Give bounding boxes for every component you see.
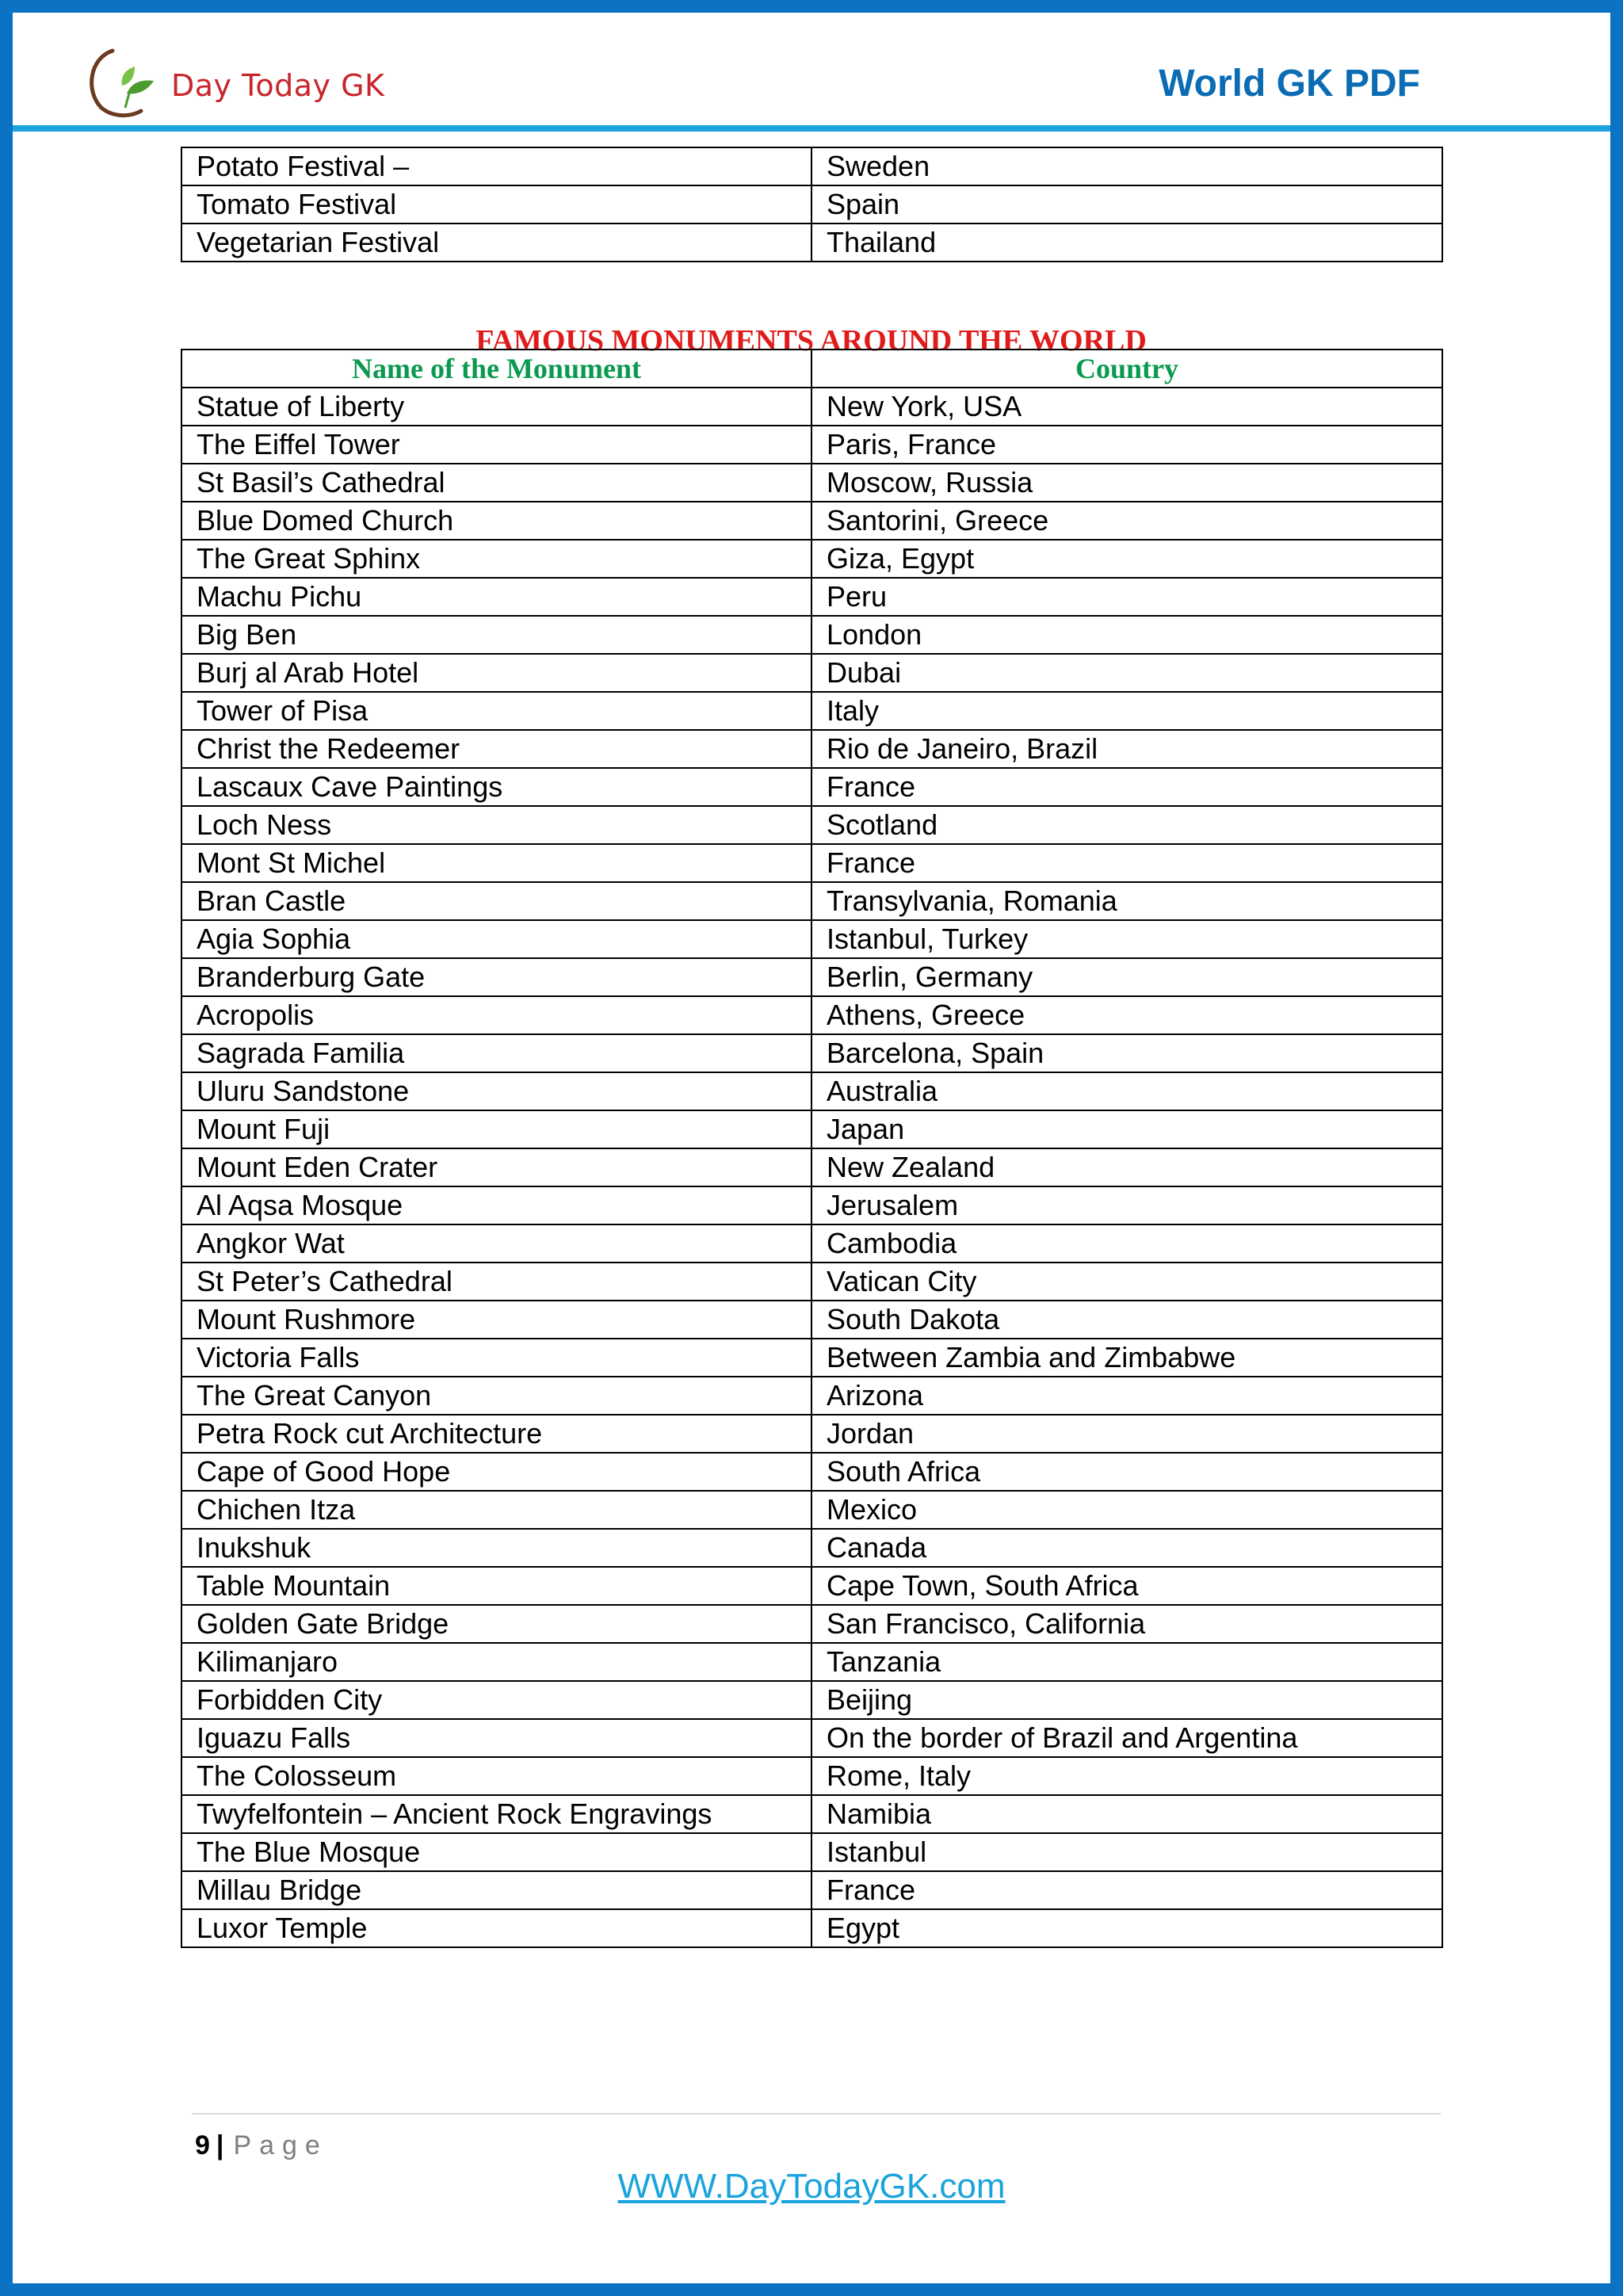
cell-name: Chichen Itza [181, 1491, 812, 1529]
cell-country: South Dakota [812, 1301, 1442, 1339]
cell-name: Statue of Liberty [181, 388, 812, 426]
cell-name: Angkor Wat [181, 1224, 812, 1263]
cell-name: Potato Festival – [181, 147, 812, 185]
document-title: World GK PDF [1159, 63, 1420, 105]
cell-name: Mont St Michel [181, 844, 812, 882]
table-row [181, 616, 1442, 654]
table-row [181, 1643, 1442, 1681]
cell-name: Sagrada Familia [181, 1034, 812, 1072]
cell-country: New Zealand [812, 1148, 1442, 1186]
cell-name: Bran Castle [181, 882, 812, 920]
cell-name: Mount Eden Crater [181, 1148, 812, 1186]
table-row [181, 882, 1442, 920]
table-row [181, 1719, 1442, 1757]
table-row [181, 1681, 1442, 1719]
table-row [181, 147, 1442, 185]
cell-name: Cape of Good Hope [181, 1453, 812, 1491]
table-row [181, 1110, 1442, 1148]
cell-name: The Blue Mosque [181, 1833, 812, 1871]
cell-name: Tomato Festival [181, 185, 812, 223]
cell-country: Thailand [812, 223, 1442, 262]
cell-name: Mount Fuji [181, 1110, 812, 1148]
table-row [181, 1491, 1442, 1529]
cell-name: Agia Sophia [181, 920, 812, 958]
header-divider [13, 125, 1610, 132]
cell-country: Rome, Italy [812, 1757, 1442, 1795]
cell-name: Petra Rock cut Architecture [181, 1415, 812, 1453]
cell-country: Santorini, Greece [812, 502, 1442, 540]
cell-name: Kilimanjaro [181, 1643, 812, 1681]
cell-name: Millau Bridge [181, 1871, 812, 1909]
table-row [181, 1263, 1442, 1301]
table-row [181, 844, 1442, 882]
cell-country: France [812, 1871, 1442, 1909]
table-row [181, 958, 1442, 996]
table-row [181, 996, 1442, 1034]
cell-name: Mount Rushmore [181, 1301, 812, 1339]
cell-country: Egypt [812, 1909, 1442, 1947]
cell-country: Spain [812, 185, 1442, 223]
cell-country: San Francisco, California [812, 1605, 1442, 1643]
table-row [181, 502, 1442, 540]
table-row [181, 540, 1442, 578]
table-row [181, 920, 1442, 958]
cell-country: Moscow, Russia [812, 464, 1442, 502]
cell-name: The Eiffel Tower [181, 426, 812, 464]
table-row [181, 1605, 1442, 1643]
festival-table [181, 147, 1443, 262]
page-number [195, 2130, 328, 2161]
cell-country: Tanzania [812, 1643, 1442, 1681]
cell-name: The Great Canyon [181, 1377, 812, 1415]
logo-mark-icon [81, 44, 176, 124]
table-header-row [181, 350, 1442, 388]
cell-country: Beijing [812, 1681, 1442, 1719]
cell-country: Namibia [812, 1795, 1442, 1833]
cell-country: Arizona [812, 1377, 1442, 1415]
table-row [181, 388, 1442, 426]
cell-country: On the border of Brazil and Argentina [812, 1719, 1442, 1757]
page-number-separator: | [216, 2130, 224, 2160]
cell-name: Twyfelfontein – Ancient Rock Engravings [181, 1795, 812, 1833]
table-row [181, 1377, 1442, 1415]
table-row [181, 1871, 1442, 1909]
cell-name: Iguazu Falls [181, 1719, 812, 1757]
cell-name: Christ the Redeemer [181, 730, 812, 768]
cell-country: Japan [812, 1110, 1442, 1148]
page-header [13, 13, 1610, 133]
table-row [181, 1224, 1442, 1263]
column-header-monument: Name of the Monument [181, 350, 812, 388]
table-row [181, 1909, 1442, 1947]
festival-table-body [181, 147, 1442, 262]
cell-country: Canada [812, 1529, 1442, 1567]
cell-name: Vegetarian Festival [181, 223, 812, 262]
table-row [181, 426, 1442, 464]
cell-name: The Great Sphinx [181, 540, 812, 578]
column-header-country: Country [812, 350, 1442, 388]
cell-country: Dubai [812, 654, 1442, 692]
table-row [181, 768, 1442, 806]
table-row [181, 1186, 1442, 1224]
cell-country: Berlin, Germany [812, 958, 1442, 996]
table-row [181, 1339, 1442, 1377]
cell-country: Italy [812, 692, 1442, 730]
footer-divider [192, 2113, 1441, 2115]
cell-name: Loch Ness [181, 806, 812, 844]
cell-country: Between Zambia and Zimbabwe [812, 1339, 1442, 1377]
table-row [181, 1757, 1442, 1795]
table-row [181, 654, 1442, 692]
cell-country: Transylvania, Romania [812, 882, 1442, 920]
cell-name: Tower of Pisa [181, 692, 812, 730]
cell-country: Cambodia [812, 1224, 1442, 1263]
table-row [181, 692, 1442, 730]
table-row [181, 1833, 1442, 1871]
table-row [181, 464, 1442, 502]
table-row [181, 1415, 1442, 1453]
monument-table-body [181, 388, 1442, 1947]
cell-name: Big Ben [181, 616, 812, 654]
cell-country: France [812, 844, 1442, 882]
table-row [181, 1567, 1442, 1605]
table-row [181, 185, 1442, 223]
logo-text: Day Today GK [171, 68, 385, 103]
page-label: Page [233, 2130, 328, 2160]
cell-country: Jordan [812, 1415, 1442, 1453]
cell-country: New York, USA [812, 388, 1442, 426]
cell-name: Acropolis [181, 996, 812, 1034]
table-row [181, 1148, 1442, 1186]
cell-country: Vatican City [812, 1263, 1442, 1301]
table-row [181, 578, 1442, 616]
cell-name: Inukshuk [181, 1529, 812, 1567]
cell-name: Victoria Falls [181, 1339, 812, 1377]
cell-country: Sweden [812, 147, 1442, 185]
cell-country: Athens, Greece [812, 996, 1442, 1034]
cell-country: Giza, Egypt [812, 540, 1442, 578]
cell-country: South Africa [812, 1453, 1442, 1491]
cell-name: Uluru Sandstone [181, 1072, 812, 1110]
cell-country: Istanbul, Turkey [812, 920, 1442, 958]
table-row [181, 1072, 1442, 1110]
cell-country: Paris, France [812, 426, 1442, 464]
cell-name: St Basil’s Cathedral [181, 464, 812, 502]
cell-name: Branderburg Gate [181, 958, 812, 996]
cell-country: Istanbul [812, 1833, 1442, 1871]
table-row [181, 730, 1442, 768]
table-row [181, 1034, 1442, 1072]
page-number-value: 9 [195, 2130, 210, 2160]
table-row [181, 1795, 1442, 1833]
cell-name: The Colosseum [181, 1757, 812, 1795]
cell-name: Forbidden City [181, 1681, 812, 1719]
table-row [181, 1301, 1442, 1339]
cell-country: France [812, 768, 1442, 806]
cell-country: Australia [812, 1072, 1442, 1110]
cell-name: Al Aqsa Mosque [181, 1186, 812, 1224]
cell-name: Burj al Arab Hotel [181, 654, 812, 692]
cell-country: Mexico [812, 1491, 1442, 1529]
cell-country: Peru [812, 578, 1442, 616]
table-row [181, 806, 1442, 844]
cell-country: London [812, 616, 1442, 654]
monument-table [181, 349, 1443, 1948]
cell-name: Blue Domed Church [181, 502, 812, 540]
cell-name: Golden Gate Bridge [181, 1605, 812, 1643]
site-logo[interactable] [81, 44, 385, 124]
cell-country: Scotland [812, 806, 1442, 844]
website-link[interactable]: WWW.DayTodayGK.com [617, 2167, 1006, 2206]
cell-country: Cape Town, South Africa [812, 1567, 1442, 1605]
cell-country: Rio de Janeiro, Brazil [812, 730, 1442, 768]
cell-name: Table Mountain [181, 1567, 812, 1605]
table-row [181, 1453, 1442, 1491]
cell-name: Luxor Temple [181, 1909, 812, 1947]
cell-name: Lascaux Cave Paintings [181, 768, 812, 806]
cell-country: Barcelona, Spain [812, 1034, 1442, 1072]
section-title: FAMOUS MONUMENTS AROUND THE WORLD [475, 324, 1147, 357]
cell-name: Machu Pichu [181, 578, 812, 616]
table-row [181, 223, 1442, 262]
cell-name: St Peter’s Cathedral [181, 1263, 812, 1301]
table-row [181, 1529, 1442, 1567]
cell-country: Jerusalem [812, 1186, 1442, 1224]
